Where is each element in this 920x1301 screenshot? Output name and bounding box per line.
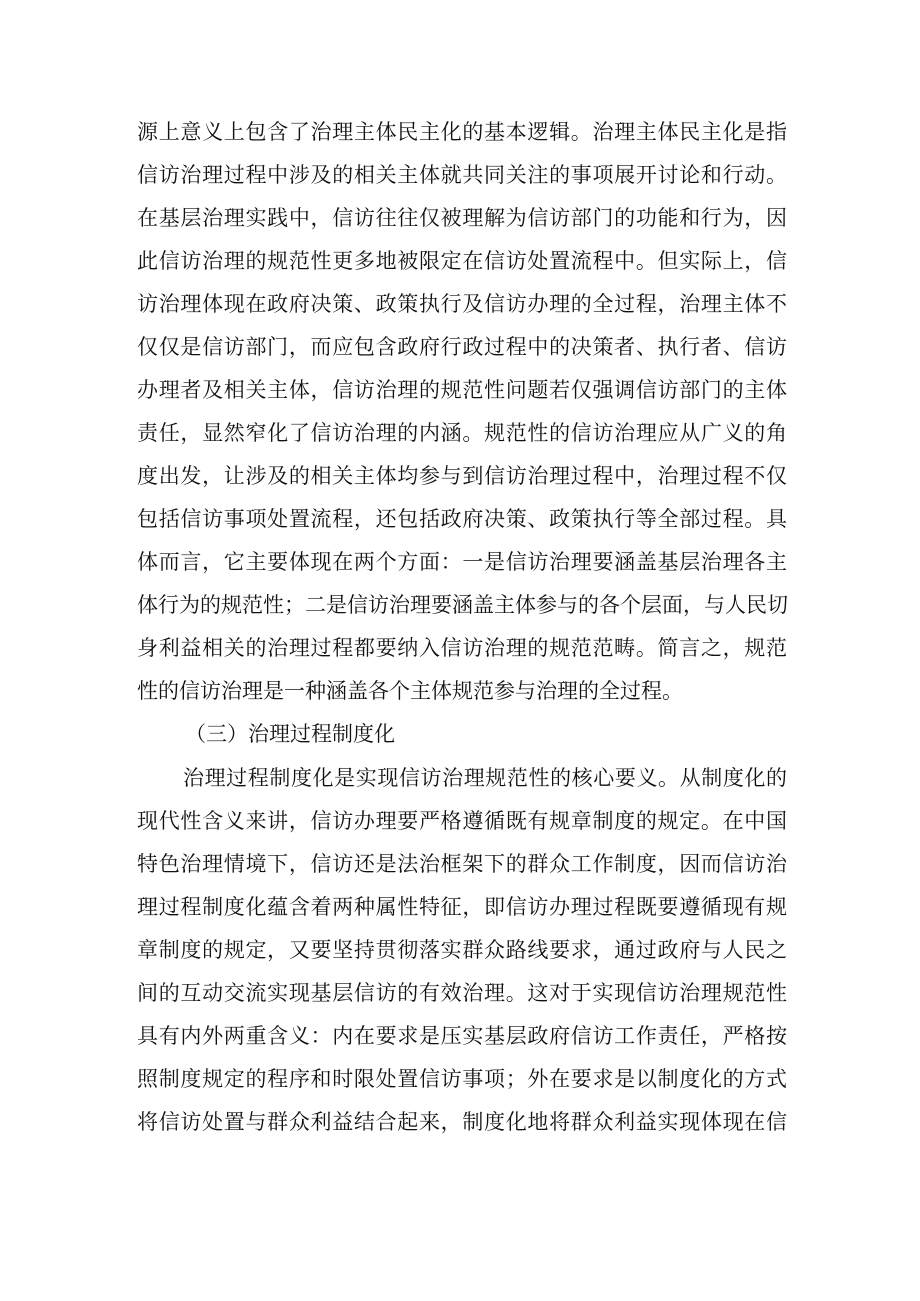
paragraph-line: 访治理体现在政府决策、政策执行及信访办理的全过程，治理主体不: [137, 292, 787, 316]
paragraph-line: 信访治理过程中涉及的相关主体就共同关注的事项展开讨论和行动。: [137, 163, 787, 187]
paragraph-line: 治理过程制度化是实现信访治理规范性的核心要义。从制度化的: [183, 766, 787, 790]
paragraph-line: 现代性含义来讲，信访办理要严格遵循既有规章制度的规定。在中国: [137, 809, 787, 833]
paragraph-line: 体而言，它主要体现在两个方面：一是信访治理要涵盖基层治理各主: [137, 550, 787, 574]
paragraph-line: 照制度规定的程序和时限处置信访事项；外在要求是以制度化的方式: [137, 1067, 787, 1091]
paragraph-line: 间的互动交流实现基层信访的有效治理。这对于实现信访治理规范性: [137, 981, 787, 1005]
paragraph-line: 特色治理情境下，信访还是法治框架下的群众工作制度，因而信访治: [137, 852, 787, 876]
paragraph-line: 责任，显然窄化了信访治理的内涵。规范性的信访治理应从广义的角: [137, 421, 787, 445]
paragraph-line: 体行为的规范性；二是信访治理要涵盖主体参与的各个层面，与人民切: [137, 593, 788, 617]
paragraph-line: 办理者及相关主体，信访治理的规范性问题若仅强调信访部门的主体: [137, 378, 787, 402]
paragraph-line: 度出发，让涉及的相关主体均参与到信访治理过程中，治理过程不仅: [137, 464, 787, 488]
paragraph-line: 包括信访事项处置流程，还包括政府决策、政策执行等全部过程。具: [137, 507, 787, 531]
paragraph-line: 仅仅是信访部门，而应包含政府行政过程中的决策者、执行者、信访: [137, 335, 787, 359]
paragraph-line: 将信访处置与群众利益结合起来，制度化地将群众利益实现体现在信: [137, 1110, 787, 1134]
paragraph-line: 源上意义上包含了治理主体民主化的基本逻辑。治理主体民主化是指: [137, 120, 787, 144]
section-heading: （三）治理过程制度化: [185, 722, 395, 746]
paragraph-line: 章制度的规定，又要坚持贯彻落实群众路线要求，通过政府与人民之: [137, 938, 787, 962]
paragraph-line: 身利益相关的治理过程都要纳入信访治理的规范范畴。简言之，规范: [137, 636, 787, 660]
paragraph-line: 理过程制度化蕴含着两种属性特征，即信访办理过程既要遵循现有规: [137, 895, 787, 919]
paragraph-line: 此信访治理的规范性更多地被限定在信访处置流程中。但实际上，信: [137, 249, 787, 273]
paragraph-line: 性的信访治理是一种涵盖各个主体规范参与治理的全过程。: [137, 679, 683, 703]
paragraph-line: 在基层治理实践中，信访往往仅被理解为信访部门的功能和行为，因: [137, 206, 787, 230]
paragraph-line: 具有内外两重含义：内在要求是压实基层政府信访工作责任，严格按: [137, 1024, 787, 1048]
